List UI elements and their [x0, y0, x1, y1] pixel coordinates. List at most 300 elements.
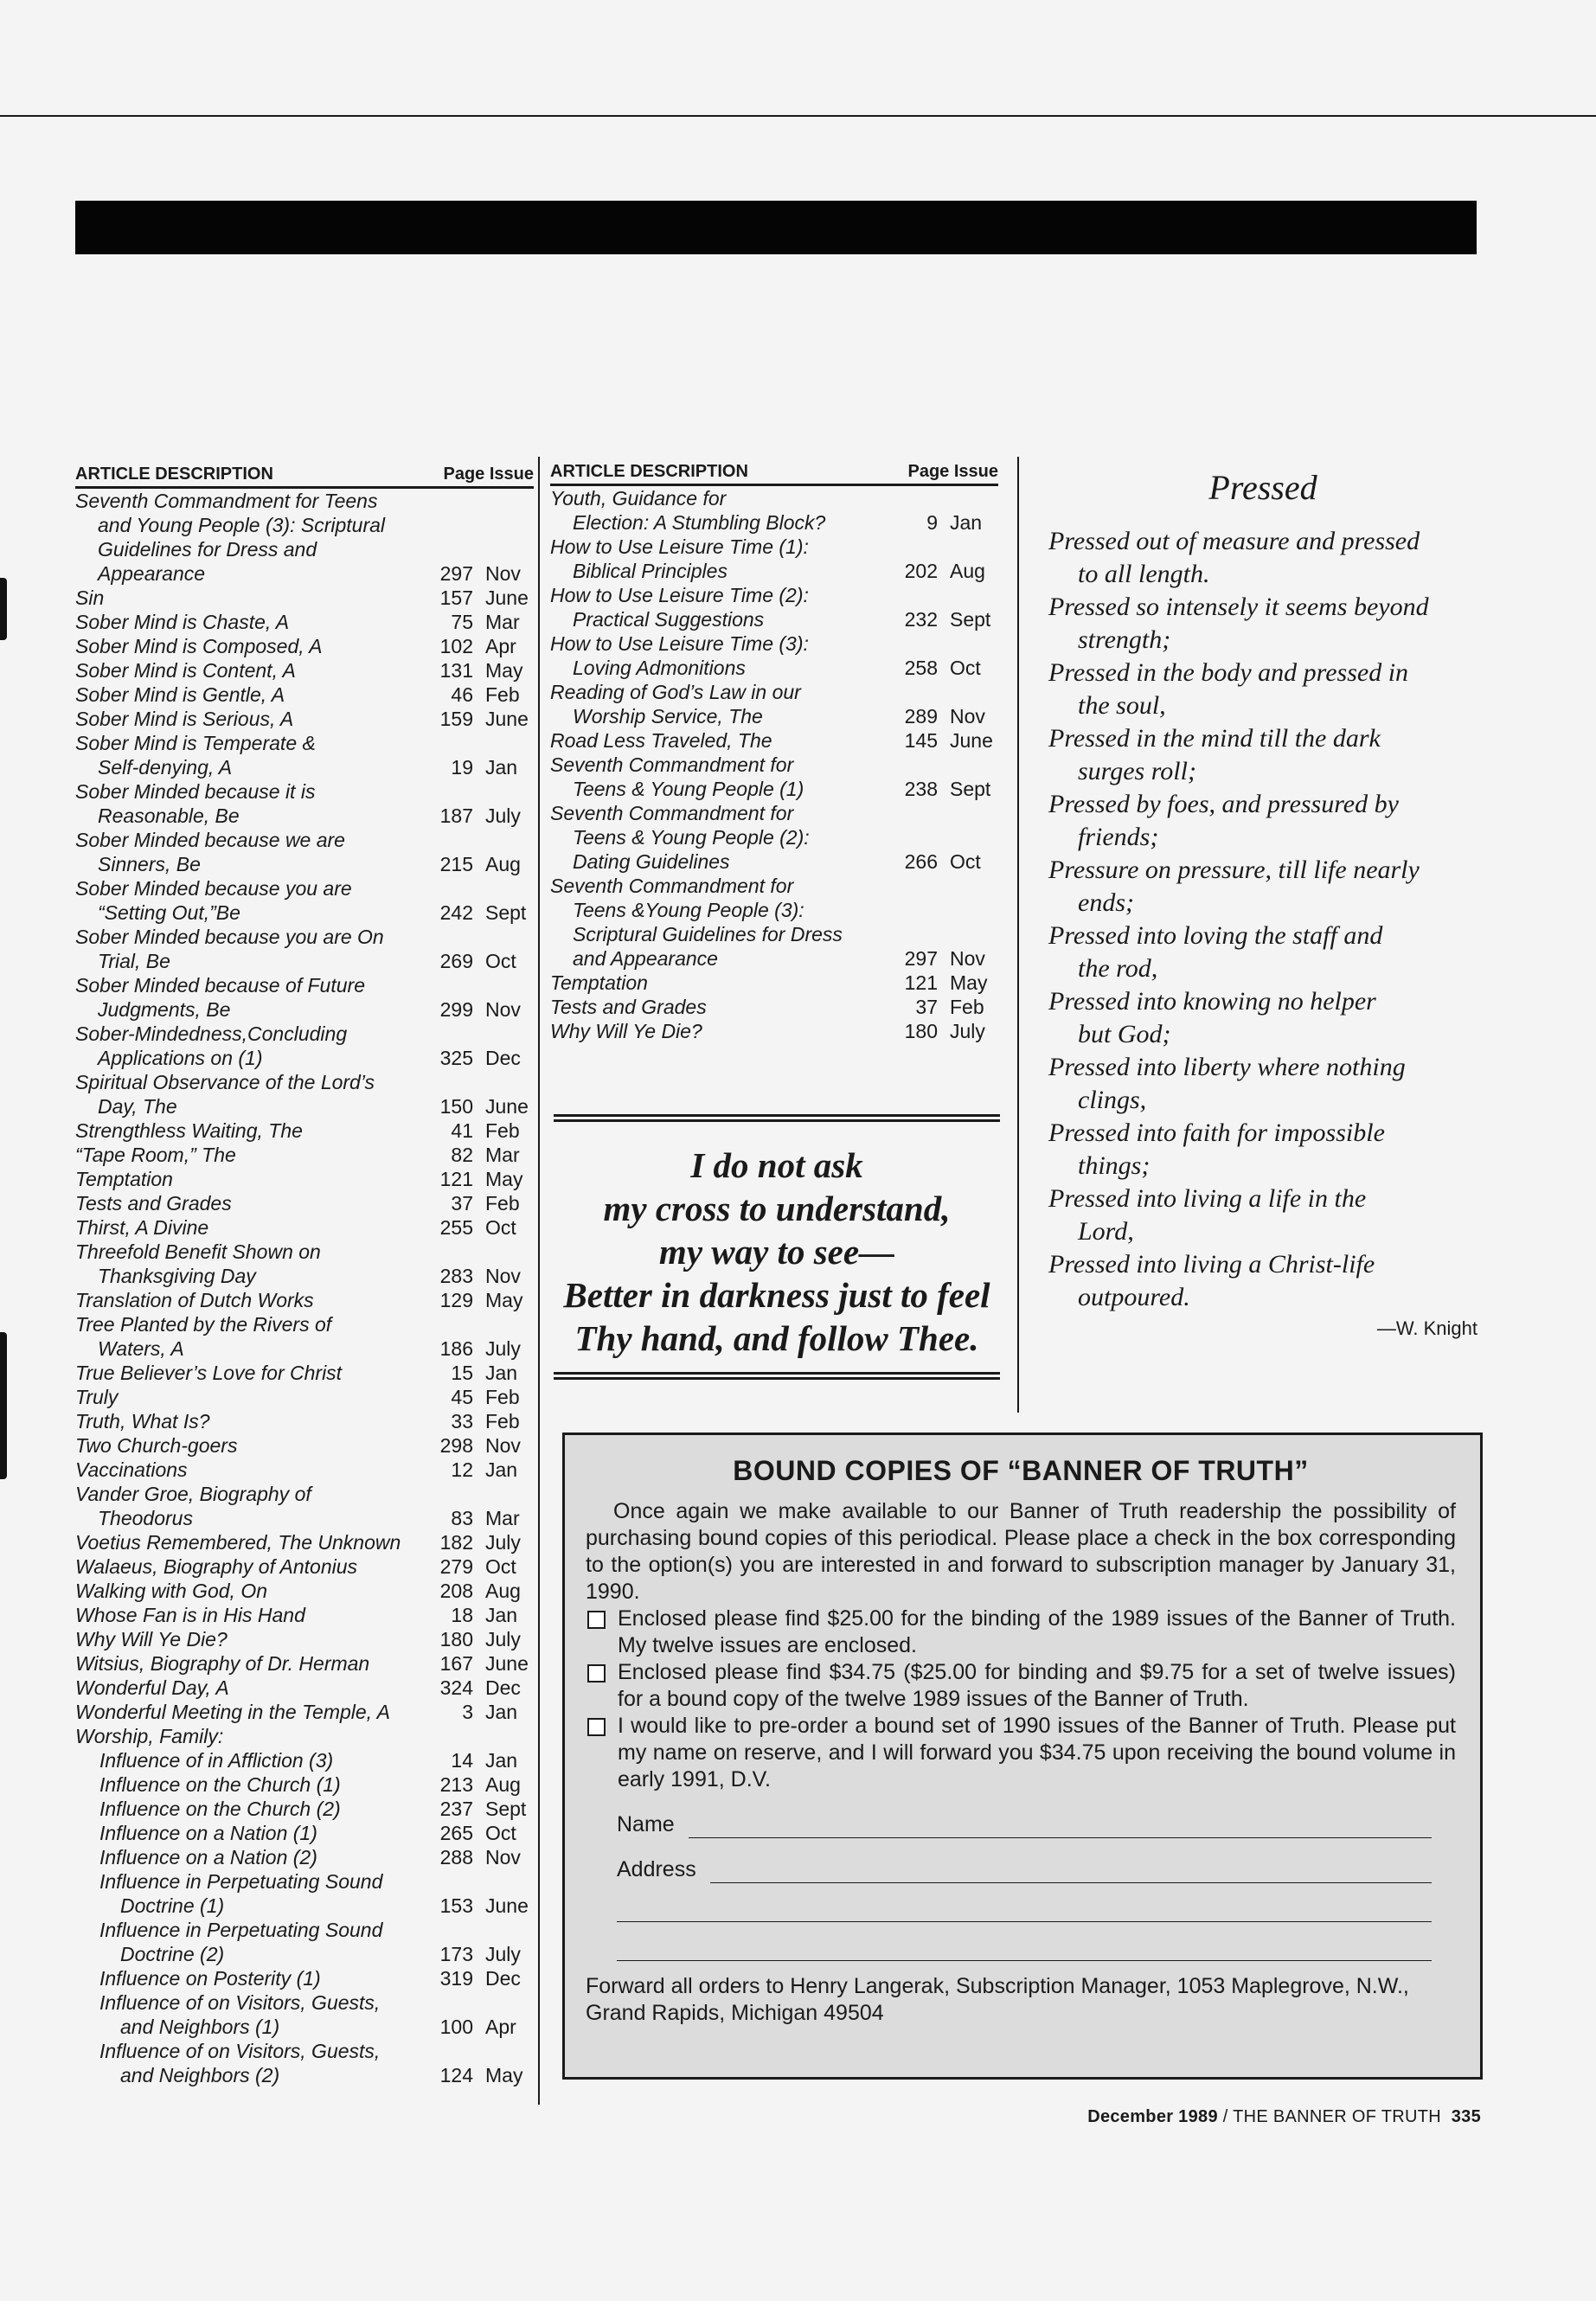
- entry-description-line: Walaeus, Biography of Antonius: [75, 1555, 358, 1578]
- top-rule: [0, 115, 1596, 117]
- entry-description: [75, 489, 425, 586]
- entry-page: 283: [439, 1265, 473, 1287]
- entry-page: 9: [926, 511, 938, 534]
- entry-page: 19: [451, 756, 473, 779]
- entry-description-line: Guidelines for Dress and: [98, 538, 317, 561]
- index-entry: [75, 610, 534, 634]
- entry-issue: Nov: [485, 562, 521, 585]
- entry-page: 12: [451, 1458, 473, 1481]
- entry-description-line: Sinners, Be: [98, 853, 201, 875]
- entry-description: [75, 1530, 425, 1554]
- entry-description: [550, 971, 889, 995]
- entry-issue: June: [950, 729, 993, 752]
- entry-description-line: Sober Minded because you are: [75, 877, 352, 900]
- entry-description: [75, 1167, 425, 1191]
- entry-description: [75, 731, 425, 779]
- option-checkbox[interactable]: [587, 1664, 606, 1682]
- entry-description-line: How to Use Leisure Time (2):: [550, 584, 809, 606]
- index-entry: [75, 1700, 534, 1724]
- entry-description: [75, 634, 425, 658]
- index-entry: [75, 707, 534, 731]
- index-entry: [550, 874, 998, 971]
- entry-description-line: Sin: [75, 586, 105, 609]
- index-entry: [75, 2039, 534, 2087]
- poem-line: things;: [1078, 1151, 1151, 1180]
- index-entry: [550, 486, 998, 535]
- entry-page: 129: [439, 1289, 473, 1311]
- entry-description-line: Practical Suggestions: [573, 608, 765, 631]
- poem-line: clings,: [1078, 1086, 1147, 1114]
- index-entry: [75, 1966, 534, 1990]
- entry-description: [75, 1118, 425, 1143]
- entry-issue: Feb: [485, 1192, 520, 1215]
- entry-page: 124: [439, 2064, 473, 2086]
- entry-description-line: Influence on a Nation (2): [99, 1846, 317, 1868]
- entry-page: 319: [439, 1967, 473, 1990]
- index-entry: [75, 1724, 534, 1748]
- footer-page-number: 335: [1451, 2107, 1481, 2126]
- column-divider: [1017, 457, 1019, 1413]
- entry-description-line: Worship Service, The: [573, 705, 763, 727]
- entry-description-line: How to Use Leisure Time (3):: [550, 632, 809, 655]
- form-intro: Once again we make available to our Banner of Truth readership the possibility of purchasing bound copies of this periodical. Please place a check in the box corresponding to the option(s) you are interested in and forward to subscription manager by January 31, 1990.: [586, 1499, 1456, 1604]
- entry-page: 297: [439, 562, 473, 585]
- entry-page: 82: [451, 1144, 473, 1166]
- entry-description-line: Whose Fan is in His Hand: [75, 1604, 305, 1626]
- entry-description-line: Truth, What Is?: [75, 1410, 210, 1433]
- poem-line: Pressed by foes, and pressured by: [1048, 790, 1399, 818]
- entry-description-line: Strengthless Waiting, The: [75, 1119, 303, 1142]
- header-page-issue: Page Issue: [443, 465, 534, 484]
- entry-issue: Oct: [950, 657, 981, 679]
- entry-description-line: and Young People (3): Scriptural: [98, 514, 386, 536]
- entry-description-line: Waters, A: [98, 1337, 184, 1360]
- entry-issue: Mar: [485, 1507, 520, 1529]
- entry-page: 37: [915, 996, 938, 1018]
- entry-description-line: Vander Groe, Biography of: [75, 1483, 311, 1505]
- entry-description-line: Day, The: [98, 1095, 177, 1118]
- entry-description-line: Road Less Traveled, The: [550, 729, 772, 752]
- entry-description: [75, 1240, 425, 1288]
- header-page-issue: Page Issue: [907, 462, 998, 481]
- entry-issue: Mar: [485, 611, 520, 633]
- entry-description-line: Self-denying, A: [98, 756, 233, 779]
- entry-description-line: Worship, Family:: [75, 1725, 224, 1747]
- entry-description: [550, 631, 889, 680]
- footer-date: December 1989: [1087, 2107, 1218, 2126]
- entry-description-line: Tree Planted by the Rivers of: [75, 1313, 332, 1336]
- entry-issue: Aug: [485, 853, 521, 875]
- entry-issue: May: [485, 1168, 523, 1190]
- address-label: Address: [617, 1857, 696, 1881]
- entry-description-line: Dating Guidelines: [573, 850, 730, 873]
- poem-author: —W. Knight: [1376, 1317, 1477, 1339]
- entry-description: [75, 828, 425, 876]
- entry-description-line: Tests and Grades: [550, 996, 707, 1018]
- index-entry: [550, 801, 998, 874]
- entry-issue: Jan: [950, 511, 983, 534]
- header-article-description: ARTICLE DESCRIPTION: [75, 465, 273, 484]
- index-entry: [550, 535, 998, 583]
- entry-description-line: Seventh Commandment for Teens: [75, 490, 378, 512]
- index-entry: [75, 973, 534, 1022]
- index-entry: [75, 1530, 534, 1554]
- form-title: BOUND COPIES OF “BANNER OF TRUTH”: [733, 1455, 1309, 1486]
- column-divider: [538, 457, 540, 2105]
- poem-line: Pressed into loving the staff and: [1048, 921, 1383, 950]
- quote-box: [554, 1114, 1000, 1382]
- header-article-description: ARTICLE DESCRIPTION: [550, 462, 748, 481]
- entry-description: [99, 1990, 425, 2039]
- entry-page: 258: [904, 657, 938, 679]
- quote-line: my way to see—: [658, 1232, 895, 1272]
- entry-issue: May: [485, 659, 523, 682]
- entry-description-line: Walking with God, On: [75, 1580, 268, 1602]
- entry-page: 297: [904, 947, 938, 970]
- entry-description: [75, 586, 425, 610]
- option-text: I would like to pre-order a bound set of 1990 issues of the Banner of Truth. Please put my name on reserve, and I will forward you $34.75 upon receiving the bound volume in early 1991, D.V.: [618, 1714, 1456, 1791]
- entry-description-line: How to Use Leisure Time (1):: [550, 535, 809, 558]
- entry-page: 208: [439, 1580, 473, 1602]
- entry-description-line: Why Will Ye Die?: [75, 1628, 228, 1650]
- entry-issue: July: [485, 1337, 521, 1360]
- entry-page: 266: [904, 850, 938, 873]
- poem-line: Pressed in the body and pressed in: [1048, 658, 1409, 687]
- entry-issue: Nov: [485, 1434, 521, 1457]
- entry-page: 186: [439, 1337, 473, 1360]
- entry-description-line: Theodorus: [98, 1507, 193, 1529]
- forward-address: Forward all orders to Henry Langerak, Subscription Manager, 1053 Maplegrove, N.W., Grand Rapids, Michigan 49504: [586, 1974, 1409, 2025]
- entry-description-line: and Appearance: [573, 947, 718, 970]
- entry-description: [550, 680, 889, 728]
- poem-line: the rod,: [1078, 954, 1158, 983]
- entry-description-line: Threefold Benefit Shown on: [75, 1240, 321, 1263]
- entry-page: 265: [439, 1822, 473, 1844]
- poem-line: Pressed into liberty where nothing: [1048, 1053, 1406, 1081]
- entry-issue: Aug: [485, 1580, 521, 1602]
- entry-issue: May: [485, 1289, 523, 1311]
- entry-issue: Nov: [950, 947, 985, 970]
- entry-issue: May: [950, 971, 988, 994]
- index-entry: [75, 1433, 534, 1458]
- index-column-2: [550, 459, 998, 1043]
- entry-page: 18: [451, 1604, 473, 1626]
- entry-issue: Jan: [485, 756, 518, 779]
- address-input-line[interactable]: [710, 1862, 1432, 1883]
- entry-description-line: Reasonable, Be: [98, 804, 240, 827]
- entry-description: [550, 995, 889, 1019]
- entry-description-line: “Setting Out,”Be: [98, 901, 240, 924]
- entry-description: [550, 486, 889, 535]
- form-option: [586, 1659, 1456, 1713]
- poem-title: Pressed: [1208, 468, 1317, 507]
- entry-issue: Dec: [485, 1047, 521, 1069]
- index-entry: [75, 586, 534, 610]
- index-entry: [75, 658, 534, 683]
- entry-description-line: Influence in Perpetuating Sound: [99, 1870, 383, 1893]
- entry-description-line: Sober Minded because we are: [75, 829, 345, 851]
- index-entry: [75, 1797, 534, 1821]
- table-header: [550, 459, 998, 486]
- index-entry: [75, 683, 534, 707]
- entry-page: 15: [451, 1362, 473, 1384]
- entry-page: 187: [439, 804, 473, 827]
- entry-page: 3: [462, 1701, 473, 1723]
- entry-description: [75, 1312, 425, 1361]
- entry-description: [75, 658, 425, 683]
- quote-rule-bottom: [554, 1372, 1000, 1375]
- entry-description: [550, 801, 889, 874]
- poem-line: Pressed into living a life in the: [1048, 1184, 1367, 1213]
- entry-issue: Oct: [485, 950, 516, 972]
- entry-description: [75, 973, 425, 1022]
- entry-description-line: Temptation: [75, 1168, 173, 1190]
- option-checkbox[interactable]: [587, 1611, 606, 1629]
- entry-description-line: Sober Minded because you are On: [75, 926, 384, 948]
- scan-edge-mark: [0, 578, 7, 640]
- entry-page: 202: [904, 560, 938, 582]
- entry-page: 242: [439, 901, 473, 924]
- entry-page: 255: [439, 1216, 473, 1239]
- entry-description-line: “Tape Room,” The: [75, 1144, 236, 1166]
- entry-description-line: Two Church-goers: [75, 1434, 238, 1457]
- entry-description-line: Wonderful Meeting in the Temple, A: [75, 1701, 390, 1723]
- entry-page: 153: [439, 1894, 473, 1917]
- entry-issue: Feb: [485, 683, 520, 706]
- entry-description-line: Sober-Mindedness,Concluding: [75, 1022, 348, 1045]
- index-entry: [75, 1409, 534, 1433]
- poem-line: Lord,: [1078, 1217, 1134, 1246]
- entry-page: 237: [439, 1798, 473, 1820]
- name-label: Name: [617, 1812, 675, 1836]
- entry-page: 41: [451, 1119, 473, 1142]
- index-entry: [75, 1022, 534, 1070]
- entry-page: 121: [904, 971, 938, 994]
- index-entry: [75, 1143, 534, 1167]
- entry-description-line: Influence on the Church (1): [99, 1773, 341, 1796]
- option-text: Enclosed please find $25.00 for the binding of the 1989 issues of the Banner of Truth. My twelve issues are enclosed.: [618, 1606, 1456, 1657]
- quote-rule-top: [554, 1119, 1000, 1122]
- entry-page: 102: [439, 635, 473, 657]
- entry-description-line: Spiritual Observance of the Lord’s: [75, 1071, 375, 1093]
- entry-page: 131: [439, 659, 473, 682]
- entry-page: 83: [451, 1507, 473, 1529]
- entry-issue: Jan: [485, 1701, 518, 1723]
- poem-line: surges roll;: [1078, 757, 1196, 785]
- entry-description: [550, 1019, 889, 1043]
- entry-issue: Jan: [485, 1362, 518, 1384]
- entry-description-line: Truly: [75, 1386, 119, 1408]
- entry-description-line: Influence on the Church (2): [99, 1798, 341, 1820]
- entry-description: [550, 728, 889, 753]
- entry-issue: Jan: [485, 1604, 518, 1626]
- quote-rule-top: [554, 1114, 1000, 1117]
- poem-line: ends;: [1078, 888, 1134, 917]
- entry-description-line: Thirst, A Divine: [75, 1216, 209, 1239]
- entry-page: 298: [439, 1434, 473, 1457]
- poem-line: but God;: [1078, 1020, 1171, 1048]
- quote-line: Thy hand, and follow Thee.: [574, 1318, 979, 1358]
- entry-description-line: Teens & Young People (1): [573, 778, 804, 800]
- entry-description-line: Sober Minded because of Future: [75, 974, 365, 997]
- index-entry: [75, 828, 534, 876]
- poem-line: to all length.: [1078, 560, 1210, 588]
- entry-issue: June: [485, 708, 529, 730]
- entry-description: [75, 1385, 425, 1409]
- entry-description: [75, 1482, 425, 1530]
- address-input-line-3[interactable]: [617, 1922, 1432, 1961]
- index-entry: [75, 1554, 534, 1579]
- index-entry: [550, 995, 998, 1019]
- entry-issue: Feb: [485, 1410, 520, 1433]
- entry-description-line: Sober Mind is Gentle, A: [75, 683, 285, 706]
- poem-body: [1048, 525, 1477, 1314]
- entry-description: [99, 1918, 425, 1966]
- entry-description: [99, 1869, 425, 1918]
- index-entry: [75, 731, 534, 779]
- entry-issue: June: [485, 1095, 529, 1118]
- entry-page: 180: [439, 1628, 473, 1650]
- index-entry: [75, 1845, 534, 1869]
- poem-line: strength;: [1078, 625, 1171, 654]
- entry-page: 232: [904, 608, 938, 631]
- index-entry: [75, 489, 534, 586]
- entry-page: 325: [439, 1047, 473, 1069]
- entry-issue: June: [485, 586, 529, 609]
- entry-issue: Jan: [485, 1458, 518, 1481]
- index-entry: [75, 1118, 534, 1143]
- index-entry: [75, 1627, 534, 1651]
- entry-page: 288: [439, 1846, 473, 1868]
- entry-issue: Sept: [485, 1798, 527, 1820]
- index-entry: [75, 1579, 534, 1603]
- entry-description: [75, 1022, 425, 1070]
- entry-description-line: Sober Mind is Composed, A: [75, 635, 323, 657]
- index-entry: [75, 634, 534, 658]
- index-entry: [75, 1385, 534, 1409]
- index-entry: [75, 779, 534, 828]
- index-entry: [75, 1651, 534, 1676]
- entry-page: 157: [439, 586, 473, 609]
- entry-description-line: Youth, Guidance for: [550, 487, 727, 510]
- quote-rule-bottom: [554, 1377, 1000, 1380]
- entry-description: [550, 874, 889, 971]
- entry-description-line: Seventh Commandment for: [550, 802, 794, 824]
- entry-description: [99, 1797, 425, 1821]
- entry-description-line: and Neighbors (2): [120, 2064, 280, 2086]
- entry-description-line: Influence on a Nation (1): [99, 1822, 317, 1844]
- entry-page: 150: [439, 1095, 473, 1118]
- poem-line: Pressed so intensely it seems beyond: [1048, 593, 1429, 621]
- entry-description-line: Doctrine (2): [120, 1943, 225, 1965]
- entry-issue: Nov: [485, 998, 521, 1021]
- entry-issue: Aug: [950, 560, 985, 582]
- index-entry: [75, 1240, 534, 1288]
- entry-description-line: Seventh Commandment for: [550, 875, 794, 897]
- entry-description: [99, 1966, 425, 1990]
- entry-description-line: Influence of on Visitors, Guests,: [99, 1991, 381, 2014]
- entry-issue: Apr: [485, 2016, 516, 2038]
- entry-issue: Feb: [485, 1386, 520, 1408]
- entry-description-line: Vaccinations: [75, 1458, 188, 1481]
- index-entry: [75, 1772, 534, 1797]
- index-entry: [550, 753, 998, 801]
- poem-line: Pressed into faith for impossible: [1048, 1118, 1385, 1147]
- entry-description-line: Sober Mind is Chaste, A: [75, 611, 290, 633]
- entry-description-line: Loving Admonitions: [573, 657, 746, 679]
- index-column-1: [75, 462, 534, 2087]
- entry-description-line: Scriptural Guidelines for Dress: [573, 923, 843, 945]
- index-entry: [75, 1821, 534, 1845]
- entry-description: [75, 1070, 425, 1118]
- entry-issue: Dec: [485, 1967, 521, 1990]
- entry-description-line: Reading of God’s Law in our: [550, 681, 801, 703]
- entry-page: 14: [451, 1749, 473, 1772]
- index-entry: [550, 583, 998, 631]
- entry-issue: Apr: [485, 635, 516, 657]
- index-entry: [75, 1918, 534, 1966]
- entry-issue: Oct: [485, 1822, 516, 1844]
- entry-page: 238: [904, 778, 938, 800]
- entry-issue: Nov: [485, 1265, 521, 1287]
- entry-description: [99, 1772, 425, 1797]
- entry-description-line: Sober Minded because it is: [75, 780, 316, 803]
- index-entry: [75, 1361, 534, 1385]
- entry-issue: July: [485, 1531, 521, 1554]
- entry-description-line: Influence of in Affliction (3): [99, 1749, 334, 1772]
- entry-issue: Sept: [485, 901, 527, 924]
- entry-description-line: Applications on (1): [98, 1047, 263, 1069]
- entry-description-line: Voetius Remembered, The Unknown: [75, 1531, 401, 1554]
- entry-issue: Oct: [485, 1216, 516, 1239]
- entry-description-line: Sober Mind is Temperate &: [75, 732, 316, 754]
- entry-description: [75, 1215, 425, 1240]
- quote-line: I do not ask: [690, 1145, 863, 1185]
- entry-issue: Nov: [485, 1846, 521, 1868]
- entry-page: 299: [439, 998, 473, 1021]
- entry-description-line: Witsius, Biography of Dr. Herman: [75, 1652, 370, 1675]
- poem: [1048, 467, 1477, 1340]
- index-entry: [75, 1676, 534, 1700]
- poem-line: friends;: [1078, 823, 1159, 851]
- index-entry: [550, 1019, 998, 1043]
- entry-description-line: Sober Mind is Content, A: [75, 659, 296, 682]
- entry-description-line: Temptation: [550, 971, 648, 994]
- entry-issue: Oct: [485, 1555, 516, 1578]
- name-field: [617, 1793, 1432, 1838]
- address-input-line-2[interactable]: [617, 1883, 1432, 1922]
- name-input-line[interactable]: [689, 1817, 1432, 1838]
- poem-line: outpoured.: [1078, 1283, 1190, 1311]
- index-entry: [75, 1191, 534, 1215]
- entry-description: [75, 1554, 425, 1579]
- entry-description-line: Thanksgiving Day: [98, 1265, 256, 1287]
- index-entry: [75, 876, 534, 925]
- entry-issue: Sept: [950, 608, 991, 631]
- index-entry: [75, 1215, 534, 1240]
- option-checkbox[interactable]: [587, 1718, 606, 1736]
- entry-description-line: True Believer’s Love for Christ: [75, 1362, 343, 1384]
- entry-page: 167: [439, 1652, 473, 1675]
- entry-page: 145: [904, 729, 938, 752]
- poem-line: Pressure on pressure, till life nearly: [1048, 856, 1420, 884]
- entry-page: 182: [439, 1531, 473, 1554]
- index-entry: [75, 1748, 534, 1772]
- entry-description: [550, 583, 889, 631]
- entry-description: [75, 1409, 425, 1433]
- entry-issue: July: [950, 1020, 985, 1042]
- entry-page: 45: [451, 1386, 473, 1408]
